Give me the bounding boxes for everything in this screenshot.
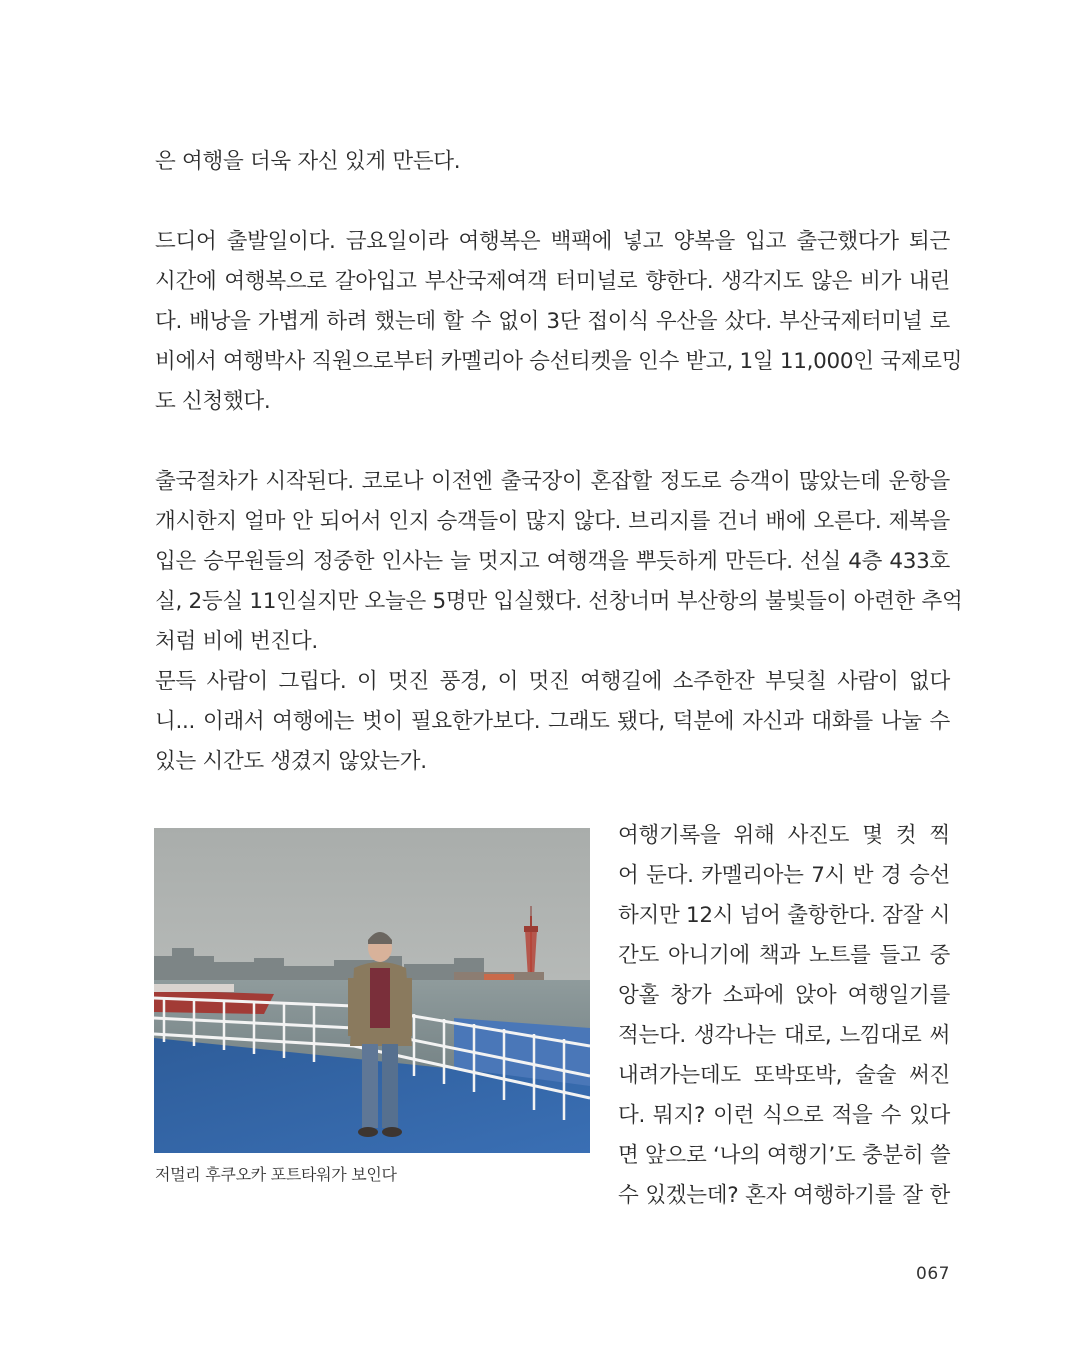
text-line: 니... 이래서 여행에는 벗이 필요한가보다. 그래도 됐다, 덕분에 자신과 대화를 나눌 수 (155, 709, 950, 734)
text-line: 실, 2등실 11인실지만 오늘은 5명만 입실했다. 선창너머 부산항의 불빛들이 아련한 추억 (155, 589, 963, 614)
text-line: 비에서 여행박사 직원으로부터 카멜리아 승선티켓을 인수 받고, 1일 11,000인 국제로밍 (155, 349, 963, 374)
text-line: 하지만 12시 넘어 출항한다. 잠잘 시 (618, 903, 951, 928)
paragraph-continuation (155, 142, 950, 182)
text-line: 여행기록을 위해 사진도 몇 컷 찍 (618, 823, 950, 848)
paragraph-departure-procedure (155, 462, 963, 662)
text-line: 어 둔다. 카멜리아는 7시 반 경 승선 (618, 863, 950, 888)
text-line: 면 앞으로 ‘나의 여행기’도 충분히 쓸 (618, 1143, 951, 1168)
text-line: 적는다. 생각나는 대로, 느낌대로 써 (618, 1023, 950, 1048)
text-line: 시간에 여행복으로 갈아입고 부산국제여객 터미널로 향한다. 생각지도 않은 비가 내린 (155, 269, 950, 294)
text-line: 은 여행을 더욱 자신 있게 만든다. (155, 149, 461, 174)
text-line: 도 신청했다. (155, 389, 271, 414)
photo-image (154, 828, 590, 1153)
paragraph-departure (155, 222, 963, 422)
text-line: 입은 승무원들의 정중한 인사는 늘 멋지고 여행객을 뿌듯하게 만든다. 선실 4층 433호 (155, 549, 950, 574)
photo-caption: 저멀리 후쿠오카 포트타워가 보인다 (155, 1165, 397, 1184)
text-line: 수 있겠는데? 혼자 여행하기를 잘 한 (618, 1183, 950, 1208)
text-line: 다. 뭐지? 이런 식으로 적을 수 있다 (618, 1103, 950, 1128)
text-line: 내려가는데도 또박또박, 술술 써진 (618, 1063, 950, 1088)
text-line: 처럼 비에 번진다. (155, 629, 318, 654)
paragraph-longing (155, 662, 950, 782)
paragraph-travel-journal (618, 816, 950, 1216)
text-line: 개시한지 얼마 안 되어서 인지 승객들이 많지 않다. 브리지를 건너 배에 오른다. 제복을 (155, 509, 950, 534)
text-line: 간도 아니기에 책과 노트를 들고 중 (618, 943, 950, 968)
text-line: 다. 배낭을 가볍게 하려 했는데 할 수 없이 3단 접이식 우산을 샀다. 부산국제터미널 로 (155, 309, 950, 334)
text-line: 출국절차가 시작된다. 코로나 이전엔 출국장이 혼잡할 정도로 승객이 많았는데 운항을 (155, 469, 950, 494)
text-line: 앙홀 창가 소파에 앉아 여행일기를 (618, 983, 950, 1008)
photo-ship-deck (154, 828, 590, 1153)
text-line: 있는 시간도 생겼지 않았는가. (155, 749, 427, 774)
page-number: 067 (916, 1264, 950, 1284)
text-line: 문득 사람이 그립다. 이 멋진 풍경, 이 멋진 여행길에 소주한잔 부딪칠 사람이 없다 (155, 669, 950, 694)
text-line: 드디어 출발일이다. 금요일이라 여행복은 백팩에 넣고 양복을 입고 출근했다가 퇴근 (155, 229, 950, 254)
